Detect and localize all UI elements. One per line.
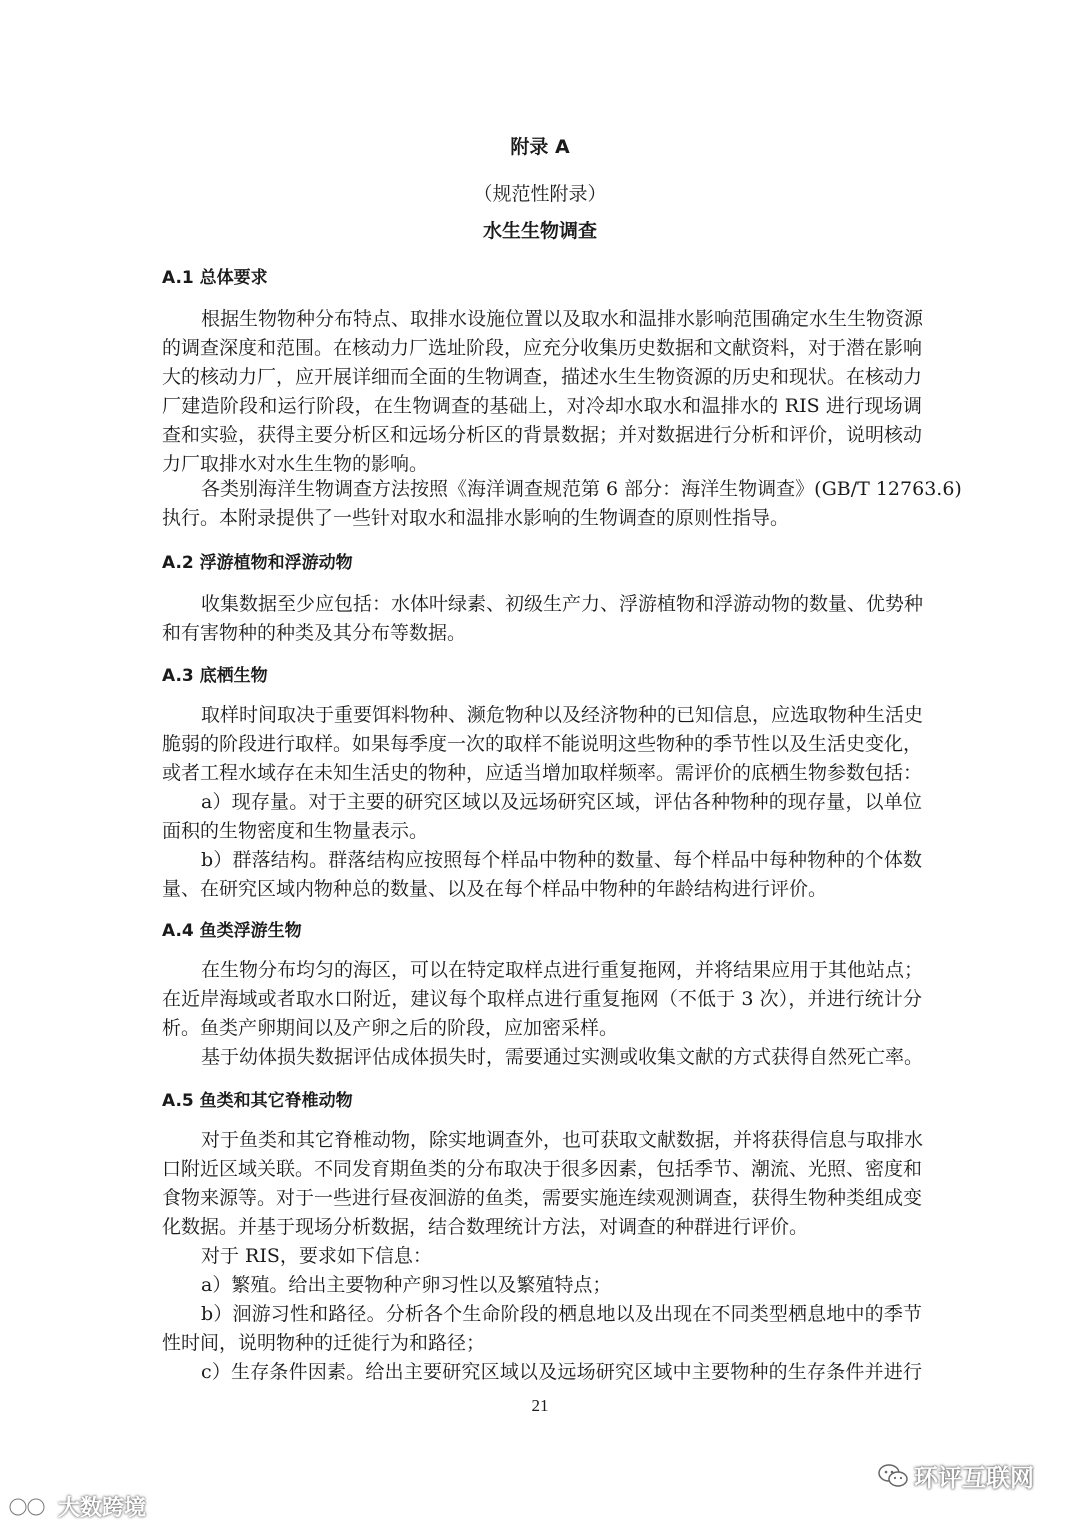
paragraph-line: 和有害物种的种类及其分布等数据。 xyxy=(162,622,467,644)
paragraph-line: a）繁殖。给出主要物种产卵习性以及繁殖特点； xyxy=(201,1274,612,1296)
paragraph-line: 化数据。并基于现场分析数据，结合数理统计方法，对调查的种群进行评价。 xyxy=(162,1216,809,1238)
paragraph-line: 在近岸海域或者取水口附近，建议每个取样点进行重复拖网（不低于 3 次），并进行统计分 xyxy=(162,988,922,1010)
appendix-subject: 水生生物调查 xyxy=(482,220,597,242)
watermark-right xyxy=(878,1458,1034,1493)
section-heading-a4: A.4 鱼类浮游生物 xyxy=(162,921,302,941)
paragraph-line: 性时间，说明物种的迁徙行为和路径； xyxy=(162,1332,486,1354)
section-heading-a1: A.1 总体要求 xyxy=(162,268,268,288)
paragraph-line: 量、在研究区域内物种总的数量、以及在每个样品中物种的年龄结构进行评价。 xyxy=(162,878,828,900)
paragraph-line: 脆弱的阶段进行取样。如果每季度一次的取样不能说明这些物种的季节性以及生活史变化， xyxy=(162,733,923,755)
paragraph-line: 取样时间取决于重要饵料物种、濒危物种以及经济物种的已知信息，应选取物种生活史 xyxy=(201,704,924,726)
paragraph-line: b）群落结构。群落结构应按照每个样品中物种的数量、每个样品中每种物种的个体数 xyxy=(201,849,922,871)
watermark-left-text: 大数跨境 xyxy=(58,1496,147,1521)
section-heading-a2: A.2 浮游植物和浮游动物 xyxy=(162,553,353,573)
page-number: 21 xyxy=(531,1396,549,1415)
paragraph-line: 基于幼体损失数据评估成体损失时，需要通过实测或收集文献的方式获得自然死亡率。 xyxy=(201,1046,924,1068)
paragraph-line: 根据生物物种分布特点、取排水设施位置以及取水和温排水影响范围确定水生生物资源 xyxy=(201,308,924,330)
section-heading-a5: A.5 鱼类和其它脊椎动物 xyxy=(162,1091,353,1111)
paragraph-line: 的调查深度和范围。在核动力厂选址阶段，应充分收集历史数据和文献资料，对于潜在影响 xyxy=(162,337,923,359)
watermark-left xyxy=(8,1491,146,1522)
paragraph-line: 大的核动力厂，应开展详细而全面的生物调查，描述水生生物资源的历史和现状。在核动力 xyxy=(162,366,923,388)
paragraph-line: 执行。本附录提供了一些针对取水和温排水影响的生物调查的原则性指导。 xyxy=(162,507,790,529)
paragraph-line: 析。鱼类产卵期间以及产卵之后的阶段，应加密采样。 xyxy=(162,1017,619,1039)
appendix-title: 附录 A xyxy=(510,136,570,158)
paragraph-line: 食物来源等。对于一些进行昼夜洄游的鱼类，需要实施连续观测调查，获得生物种类组成变 xyxy=(162,1187,923,1209)
paragraph-line: 在生物分布均匀的海区，可以在特定取样点进行重复拖网，并将结果应用于其他站点； xyxy=(201,959,924,981)
paragraph-line: 面积的生物密度和生物量表示。 xyxy=(162,820,429,842)
paragraph-line: a）现存量。对于主要的研究区域以及远场研究区域，评估各种物种的现存量，以单位 xyxy=(201,791,922,813)
paragraph-line: 力厂取排水对水生生物的影响。 xyxy=(162,453,429,475)
wechat-icon xyxy=(878,1463,908,1489)
section-heading-a3: A.3 底栖生物 xyxy=(162,666,268,686)
paragraph-line: 口附近区域关联。不同发育期鱼类的分布取决于很多因素，包括季节、潮流、光照、密度和 xyxy=(162,1158,923,1180)
paragraph-line: b）洄游习性和路径。分析各个生命阶段的栖息地以及出现在不同类型栖息地中的季节 xyxy=(201,1303,922,1325)
paragraph-line: 对于鱼类和其它脊椎动物，除实地调查外，也可获取文献数据，并将获得信息与取排水 xyxy=(201,1129,924,1151)
paragraph-line: 收集数据至少应包括：水体叶绿素、初级生产力、浮游植物和浮游动物的数量、优势种 xyxy=(201,593,924,615)
paragraph-line: 或者工程水域存在未知生活史的物种，应适当增加取样频率。需评价的底栖生物参数包括： xyxy=(162,762,923,784)
paragraph-line: 厂建造阶段和运行阶段，在生物调查的基础上，对冷却水取水和温排水的 RIS 进行现场调 xyxy=(162,395,922,417)
logo-icon xyxy=(8,1494,52,1520)
paragraph-line: 对于 RIS，要求如下信息： xyxy=(201,1245,432,1267)
paragraph-line: 查和实验，获得主要分析区和远场分析区的背景数据；并对数据进行分析和评价，说明核动 xyxy=(162,424,923,446)
watermark-right-text: 环评互联网 xyxy=(914,1464,1034,1492)
appendix-type: （规范性附录） xyxy=(473,183,607,205)
paragraph-line: 各类别海洋生物调查方法按照《海洋调查规范第 6 部分：海洋生物调查》(GB/T 12763.6) xyxy=(201,478,962,500)
paragraph-line: c）生存条件因素。给出主要研究区域以及远场研究区域中主要物种的生存条件并进行 xyxy=(201,1361,922,1383)
